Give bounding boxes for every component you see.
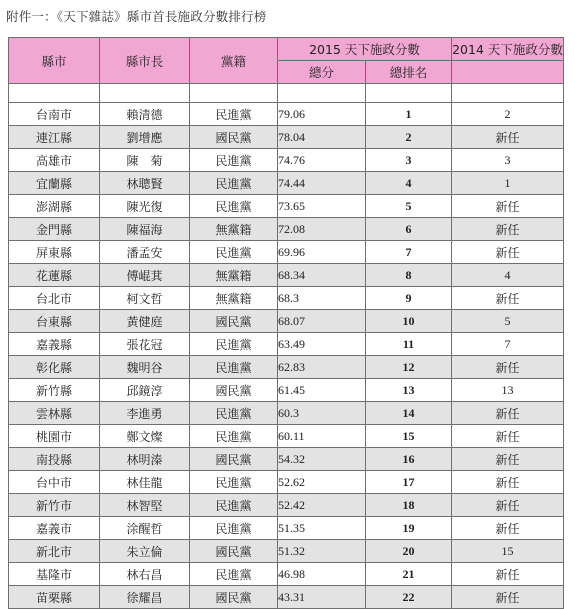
overall-rank-cell: 21	[366, 563, 452, 586]
score-2014-cell: 13	[452, 379, 564, 402]
table-row	[9, 241, 564, 264]
mayor-cell: 張花冠	[100, 333, 190, 356]
mayor-cell: 林聰賢	[100, 172, 190, 195]
total-score-cell: 72.08	[278, 218, 366, 241]
mayor-cell: 林佳龍	[100, 471, 190, 494]
total-score-cell: 61.45	[278, 379, 366, 402]
mayor-cell: 潘孟安	[100, 241, 190, 264]
county-cell: 苗栗縣	[9, 586, 100, 609]
score-2014-cell: 3	[452, 149, 564, 172]
table-row	[9, 103, 564, 126]
party-cell: 無黨籍	[190, 218, 278, 241]
score-2014-cell: 新任	[452, 494, 564, 517]
county-cell: 嘉義縣	[9, 333, 100, 356]
party-cell: 民進黨	[190, 517, 278, 540]
county-cell: 嘉義市	[9, 517, 100, 540]
county-cell: 台北市	[9, 287, 100, 310]
header-party: 黨籍	[190, 38, 278, 84]
table-header	[9, 38, 564, 84]
table-row	[9, 264, 564, 287]
overall-rank-cell: 14	[366, 402, 452, 425]
total-score-cell: 68.3	[278, 287, 366, 310]
party-cell: 國民黨	[190, 540, 278, 563]
overall-rank-cell: 9	[366, 287, 452, 310]
table-row	[9, 287, 564, 310]
county-cell: 雲林縣	[9, 402, 100, 425]
total-score-cell: 60.3	[278, 402, 366, 425]
party-cell: 民進黨	[190, 471, 278, 494]
party-cell: 國民黨	[190, 126, 278, 149]
total-score-cell: 68.34	[278, 264, 366, 287]
total-score-cell: 78.04	[278, 126, 366, 149]
overall-rank-cell: 7	[366, 241, 452, 264]
overall-rank-cell: 1	[366, 103, 452, 126]
overall-rank-cell: 20	[366, 540, 452, 563]
total-score-cell: 46.98	[278, 563, 366, 586]
overall-rank-cell: 17	[366, 471, 452, 494]
mayor-cell: 傅崐萁	[100, 264, 190, 287]
total-score-cell: 74.76	[278, 149, 366, 172]
party-cell: 民進黨	[190, 333, 278, 356]
county-cell: 彰化縣	[9, 356, 100, 379]
party-cell: 國民黨	[190, 448, 278, 471]
table-row	[9, 517, 564, 540]
header-overall-rank: 總排名	[366, 61, 452, 84]
table-row	[9, 494, 564, 517]
score-2014-cell: 新任	[452, 195, 564, 218]
table-row	[9, 218, 564, 241]
score-2014-cell: 15	[452, 540, 564, 563]
mayor-cell: 柯文哲	[100, 287, 190, 310]
total-score-cell: 62.83	[278, 356, 366, 379]
score-2014-cell: 新任	[452, 448, 564, 471]
county-cell: 新竹縣	[9, 379, 100, 402]
score-2014-cell: 新任	[452, 241, 564, 264]
table-row	[9, 425, 564, 448]
total-score-cell: 68.07	[278, 310, 366, 333]
mayor-cell: 朱立倫	[100, 540, 190, 563]
score-2014-cell: 4	[452, 264, 564, 287]
county-cell: 新北市	[9, 540, 100, 563]
mayor-cell: 賴清德	[100, 103, 190, 126]
overall-rank-cell: 3	[366, 149, 452, 172]
score-2014-cell: 新任	[452, 356, 564, 379]
county-cell: 南投縣	[9, 448, 100, 471]
party-cell: 無黨籍	[190, 264, 278, 287]
score-2014-cell: 新任	[452, 218, 564, 241]
score-2014-cell: 2	[452, 103, 564, 126]
party-cell: 民進黨	[190, 172, 278, 195]
mayor-cell: 涂醒哲	[100, 517, 190, 540]
total-score-cell: 79.06	[278, 103, 366, 126]
party-cell: 民進黨	[190, 241, 278, 264]
overall-rank-cell: 11	[366, 333, 452, 356]
overall-rank-cell: 4	[366, 172, 452, 195]
mayor-cell: 李進勇	[100, 402, 190, 425]
county-cell: 基隆市	[9, 563, 100, 586]
county-cell: 屏東縣	[9, 241, 100, 264]
score-2014-cell: 新任	[452, 517, 564, 540]
mayor-cell: 林明溱	[100, 448, 190, 471]
party-cell: 民進黨	[190, 195, 278, 218]
mayor-cell: 林智堅	[100, 494, 190, 517]
table-row	[9, 195, 564, 218]
score-2014-cell: 7	[452, 333, 564, 356]
mayor-cell: 魏明谷	[100, 356, 190, 379]
overall-rank-cell: 5	[366, 195, 452, 218]
score-2014-cell: 新任	[452, 287, 564, 310]
county-cell: 連江縣	[9, 126, 100, 149]
party-cell: 民進黨	[190, 494, 278, 517]
total-score-cell: 74.44	[278, 172, 366, 195]
mayor-cell: 陳 菊	[100, 149, 190, 172]
score-2014-cell: 新任	[452, 471, 564, 494]
table-row	[9, 448, 564, 471]
score-2014-cell: 5	[452, 310, 564, 333]
party-cell: 國民黨	[190, 310, 278, 333]
county-cell: 桃園市	[9, 425, 100, 448]
party-cell: 民進黨	[190, 563, 278, 586]
table-row	[9, 310, 564, 333]
county-cell: 台東縣	[9, 310, 100, 333]
overall-rank-cell: 12	[366, 356, 452, 379]
county-cell: 花蓮縣	[9, 264, 100, 287]
party-cell: 民進黨	[190, 402, 278, 425]
mayor-cell: 徐耀昌	[100, 586, 190, 609]
score-2014-cell: 新任	[452, 586, 564, 609]
overall-rank-cell: 8	[366, 264, 452, 287]
overall-rank-cell: 2	[366, 126, 452, 149]
total-score-cell: 43.31	[278, 586, 366, 609]
party-cell: 國民黨	[190, 379, 278, 402]
mayor-cell: 陳福海	[100, 218, 190, 241]
header-county: 縣市	[9, 38, 100, 84]
table-row	[9, 471, 564, 494]
mayor-cell: 陳光復	[100, 195, 190, 218]
header-mayor: 縣市長	[100, 38, 190, 84]
county-cell: 高雄市	[9, 149, 100, 172]
county-cell: 宜蘭縣	[9, 172, 100, 195]
score-2014-cell: 新任	[452, 563, 564, 586]
total-score-cell: 54.32	[278, 448, 366, 471]
mayor-cell: 劉增應	[100, 126, 190, 149]
total-score-cell: 51.32	[278, 540, 366, 563]
spacer-row	[9, 84, 564, 103]
mayor-cell: 鄭文燦	[100, 425, 190, 448]
table-row	[9, 563, 564, 586]
county-cell: 新竹市	[9, 494, 100, 517]
header-total-score: 總分	[278, 61, 366, 84]
header-2015-score-group: 2015 天下施政分數	[278, 38, 452, 61]
table-row	[9, 126, 564, 149]
county-cell: 台中市	[9, 471, 100, 494]
party-cell: 民進黨	[190, 356, 278, 379]
total-score-cell: 51.35	[278, 517, 366, 540]
overall-rank-cell: 19	[366, 517, 452, 540]
total-score-cell: 69.96	[278, 241, 366, 264]
score-2014-cell: 新任	[452, 425, 564, 448]
overall-rank-cell: 6	[366, 218, 452, 241]
document-title: 附件一：《天下雜誌》縣市首長施政分數排行榜	[6, 9, 267, 24]
total-score-cell: 73.65	[278, 195, 366, 218]
table-row	[9, 356, 564, 379]
table-row	[9, 586, 564, 609]
table-row	[9, 540, 564, 563]
score-2014-cell: 新任	[452, 126, 564, 149]
header-2014-empty	[452, 61, 564, 84]
county-cell: 金門縣	[9, 218, 100, 241]
mayor-cell: 林右昌	[100, 563, 190, 586]
county-cell: 澎湖縣	[9, 195, 100, 218]
overall-rank-cell: 22	[366, 586, 452, 609]
table-body	[9, 84, 564, 609]
table-row	[9, 172, 564, 195]
table-row	[9, 333, 564, 356]
overall-rank-cell: 13	[366, 379, 452, 402]
table-row	[9, 402, 564, 425]
overall-rank-cell: 15	[366, 425, 452, 448]
table-row	[9, 149, 564, 172]
score-2014-cell: 新任	[452, 402, 564, 425]
ranking-table	[8, 37, 564, 609]
party-cell: 民進黨	[190, 425, 278, 448]
total-score-cell: 52.42	[278, 494, 366, 517]
total-score-cell: 63.49	[278, 333, 366, 356]
county-cell: 台南市	[9, 103, 100, 126]
total-score-cell: 60.11	[278, 425, 366, 448]
party-cell: 無黨籍	[190, 287, 278, 310]
overall-rank-cell: 18	[366, 494, 452, 517]
table-row	[9, 379, 564, 402]
overall-rank-cell: 10	[366, 310, 452, 333]
mayor-cell: 黃健庭	[100, 310, 190, 333]
mayor-cell: 邱鏡淳	[100, 379, 190, 402]
total-score-cell: 52.62	[278, 471, 366, 494]
header-2014-score-group: 2014 天下施政分數	[452, 38, 564, 61]
overall-rank-cell: 16	[366, 448, 452, 471]
party-cell: 國民黨	[190, 586, 278, 609]
party-cell: 民進黨	[190, 103, 278, 126]
party-cell: 民進黨	[190, 149, 278, 172]
score-2014-cell: 1	[452, 172, 564, 195]
